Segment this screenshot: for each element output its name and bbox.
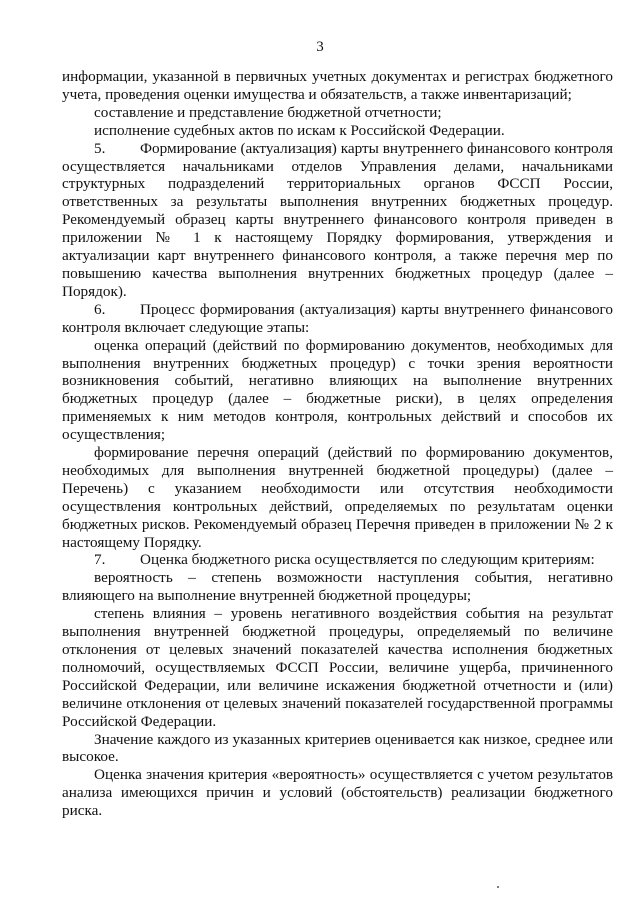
page-number: 3 — [316, 39, 324, 55]
paragraph-text: Значение каждого из указанных критериев оценивается как низкое, среднее или высокое. — [62, 730, 613, 766]
numbered-paragraph-7 — [62, 551, 613, 569]
paragraph-text: вероятность – степень возможности наступления события, негативно влияющего на выполнение внутренней бюджетной процедуры; — [62, 569, 613, 605]
paragraph-text: информации, указанной в первичных учетных документах и регистрах бюджетного учета, проведения оценки имущества и обязательств, а также инвентаризаций; — [62, 68, 613, 103]
paragraph — [62, 122, 613, 140]
paragraph — [62, 605, 613, 730]
paragraph — [62, 337, 613, 444]
paragraph-text: Процесс формирования (актуализация) карты внутреннего финансового контроля включает следующие этапы: — [62, 300, 613, 336]
numbered-paragraph-6 — [62, 301, 613, 337]
paragraph-text: Оценка бюджетного риска осуществляется по следующим критериям: — [140, 551, 595, 569]
paragraph-text: Оценка значения критерия «вероятность» осуществляется с учетом результатов анализа имеющихся причин и условий (обстоятельств) реализации бюджетного риска. — [62, 766, 613, 820]
paragraph-text: исполнение судебных актов по искам к Российской Федерации. — [94, 121, 505, 139]
paragraph — [62, 104, 613, 122]
paragraph — [62, 569, 613, 605]
paragraph-number: 6. — [94, 300, 106, 318]
paragraph-text: составление и представление бюджетной отчетности; — [94, 103, 442, 121]
paragraph-number: 7. — [94, 551, 106, 569]
paragraph — [62, 731, 613, 767]
numbered-paragraph-5 — [62, 140, 613, 301]
paragraph-text: Формирование (актуализация) карты внутреннего финансового контроля осуществляется начальниками отделов Управления делами, начальниками структурных подразделений территориальных органов ФССП России, ответственных за результаты выполнения внутренних бюджетных процедур. Рекомендуемый образец карты внутреннего финансового контроля приведен в приложении № 1 к настоящему Порядку формирования, утверждения и актуализации карт внутреннего финансового контроля, а также перечня мер по повышению качества выполнения внутренних бюджетных процедур (далее – Порядок). — [62, 139, 613, 300]
paragraph — [62, 68, 613, 104]
document-body — [62, 68, 613, 820]
paragraph-text: формирование перечня операций (действий по формированию документов, необходимых для выполнения внутренней бюджетной процедуры) (далее – Перечень) с указанием необходимости или отсутствия необходимости осуществления контрольных действий, определяемых по результатам оценки бюджетных рисков. Рекомендуемый образец Перечня приведен в приложении № 2 к настоящему Порядку. — [62, 444, 613, 551]
paragraph-text: степень влияния – уровень негативного воздействия события на результат выполнения внутренней бюджетной процедуры, определяемый по величине отклонения от целевых значений показателей качества исполнения бюджетных полномочий, осуществляемых ФССП России, величине ущерба, причиненного Российской Федерации, или величине искажения бюджетной отчетности и (или) величине отклонения от целевых значений показателей государственной программы Российской Федерации. — [62, 605, 613, 730]
paragraph-number: 5. — [94, 139, 106, 157]
paragraph-text: оценка операций (действий по формированию документов, необходимых для выполнения внутренних бюджетных процедур) с точки зрения вероятности возникновения событий, негативно влияющих на выполнение внутренних бюджетных процедур (далее – бюджетные риски), в целях определения применяемых к ним методов контроля, контрольных действий и способов их осуществления; — [62, 336, 613, 444]
paragraph — [62, 766, 613, 820]
paragraph — [62, 444, 613, 551]
scan-speck — [497, 886, 499, 888]
